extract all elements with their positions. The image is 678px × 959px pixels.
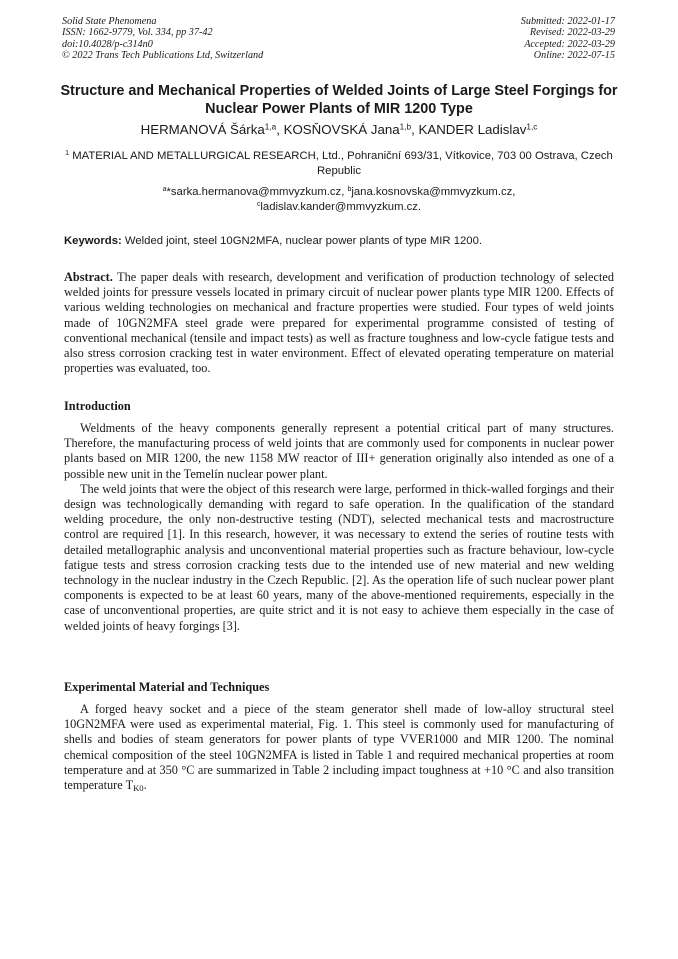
abstract [64,270,614,376]
author-name: KANDER Ladislav [418,122,527,137]
author-affil-mark: 1,c [526,122,538,132]
paragraph-text: A forged heavy socket and a piece of the steam generator shell made of low-alloy structural steel 10GN2MFA were used as experimental material, Fig. 1. This steel is commonly used for manufacturing of shells and bodies of steam generators for power plants of type VVER1000 and MIR 1200. The nominal chemical composition of the steel 10GN2MFA is listed in Table 1 and required mechanical properties at room temperature and at 350 °C are summarized in Table 2 including impact toughness at +10 °C and also transition temperature T [64,702,614,793]
affiliation [60,149,618,179]
author-affil-mark: 1,a [264,122,277,132]
date-submitted: Submitted: 2022-01-17 [520,16,615,27]
email-address[interactable]: jana.kosnovska@mmvyzkum.cz, [351,186,516,198]
date-accepted: Accepted: 2022-03-29 [524,38,615,50]
section-heading-experimental: Experimental Material and Techniques [64,680,270,694]
email-mark: b [347,186,352,194]
paragraph: Weldments of the heavy components generally represent a potential critical part of many structures. Therefore, the manufacturing process of weld joints that are commonly used for components in nuclear power plants based on MIR 1200, the new 1158 MW reactor of III+ generation originally also intended as one of a possible new unit in the Temelín nuclear power plant. [64,421,614,481]
author-affil-mark: 1,b [399,122,412,132]
author-separator: , [276,122,284,137]
date-revised: Revised: 2022-03-29 [529,27,615,39]
keywords-label: Keywords: [64,235,122,247]
author-emails [60,185,618,215]
date-online: Online: 2022-07-15 [533,50,615,62]
author-list [40,122,638,138]
journal-header [62,16,263,62]
temperature-subscript: K0 [133,783,144,794]
journal-name: Solid State Phenomena [62,16,157,27]
affiliation-text: MATERIAL AND METALLURGICAL RESEARCH, Ltd., Pohraniční 693/31, Vítkovice, 703 00 Ostrava, Czech Republic [72,150,613,177]
journal-doi: doi:10.4028/p-c314n0 [62,38,153,50]
section-heading-introduction: Introduction [64,399,131,413]
abstract-label: Abstract. [64,270,113,284]
email-address[interactable]: ladislav.kander@mmvyzkum.cz. [260,201,422,213]
paragraph: The weld joints that were the object of this research were large, performed in thick-walled forgings and their design was technologically demanding with regard to safe operation. In the qualification of the standard welding procedure, the only non-destructive testing (NDT), selected mechanical tests and macrostructure control are required [1]. In this research, however, it was necessary to extend the series of routine tests with detailed metallographic analysis and unconventional material properties such as fracture behaviour, low-cycle fatigue tests and stress corrosion cracking tests due to the intended use of new material and new welding technology in the nuclear industry in the Czech Republic. [2]. As the operation life of such nuclear power plant components is expected to be at least 60 years, many of the above-mentioned requirements, especially in the case of unconventional properties, are quite strict and it is not easy to achieve them especially in the case of welded joints of heavy forgings [3]. [64,481,614,633]
author-separator: , [411,122,419,137]
dates-header [521,16,615,62]
author-name: HERMANOVÁ Šárka [140,122,265,137]
author-name: KOSŇOVSKÁ Jana [283,122,400,137]
journal-issn: ISSN: 1662-9779, Vol. 334, pp 37-42 [62,27,213,39]
paragraph [64,702,614,793]
paper-title: Structure and Mechanical Properties of Welded Joints of Large Steel Forgings for Nuclear Power Plants of MIR 1200 Type [60,83,618,117]
email-address[interactable]: *sarka.hermanova@mmvyzkum.cz, [166,186,348,198]
experimental-body [64,702,614,793]
journal-copyright: © 2022 Trans Tech Publications Ltd, Switzerland [62,50,264,62]
affiliation-mark: 1 [65,150,70,158]
paragraph-end: . [143,778,147,793]
introduction-body [64,421,614,634]
keywords-text: Welded joint, steel 10GN2MFA, nuclear power plants of type MIR 1200. [124,235,482,247]
email-mark: a [162,186,167,194]
abstract-text: The paper deals with research, development and verification of production technology of selected welded joints for pressure vessels located in primary circuit of nuclear power plants type MIR 1200. Effects of various welding technologies on mechanical and fracture properties were studied. Four types of weld joints made of 10GN2MFA steel grade were prepared for experimental programme consisted of testing of conventional mechanical (tensile and impact tests) as well as fracture toughness and low-cycle fatigue tests and also stress corrosion cracking test in water environment. Effect of elevated operating temperature on material properties was evaluated, too. [64,270,614,376]
email-mark: c [256,201,261,209]
keywords [64,234,624,249]
